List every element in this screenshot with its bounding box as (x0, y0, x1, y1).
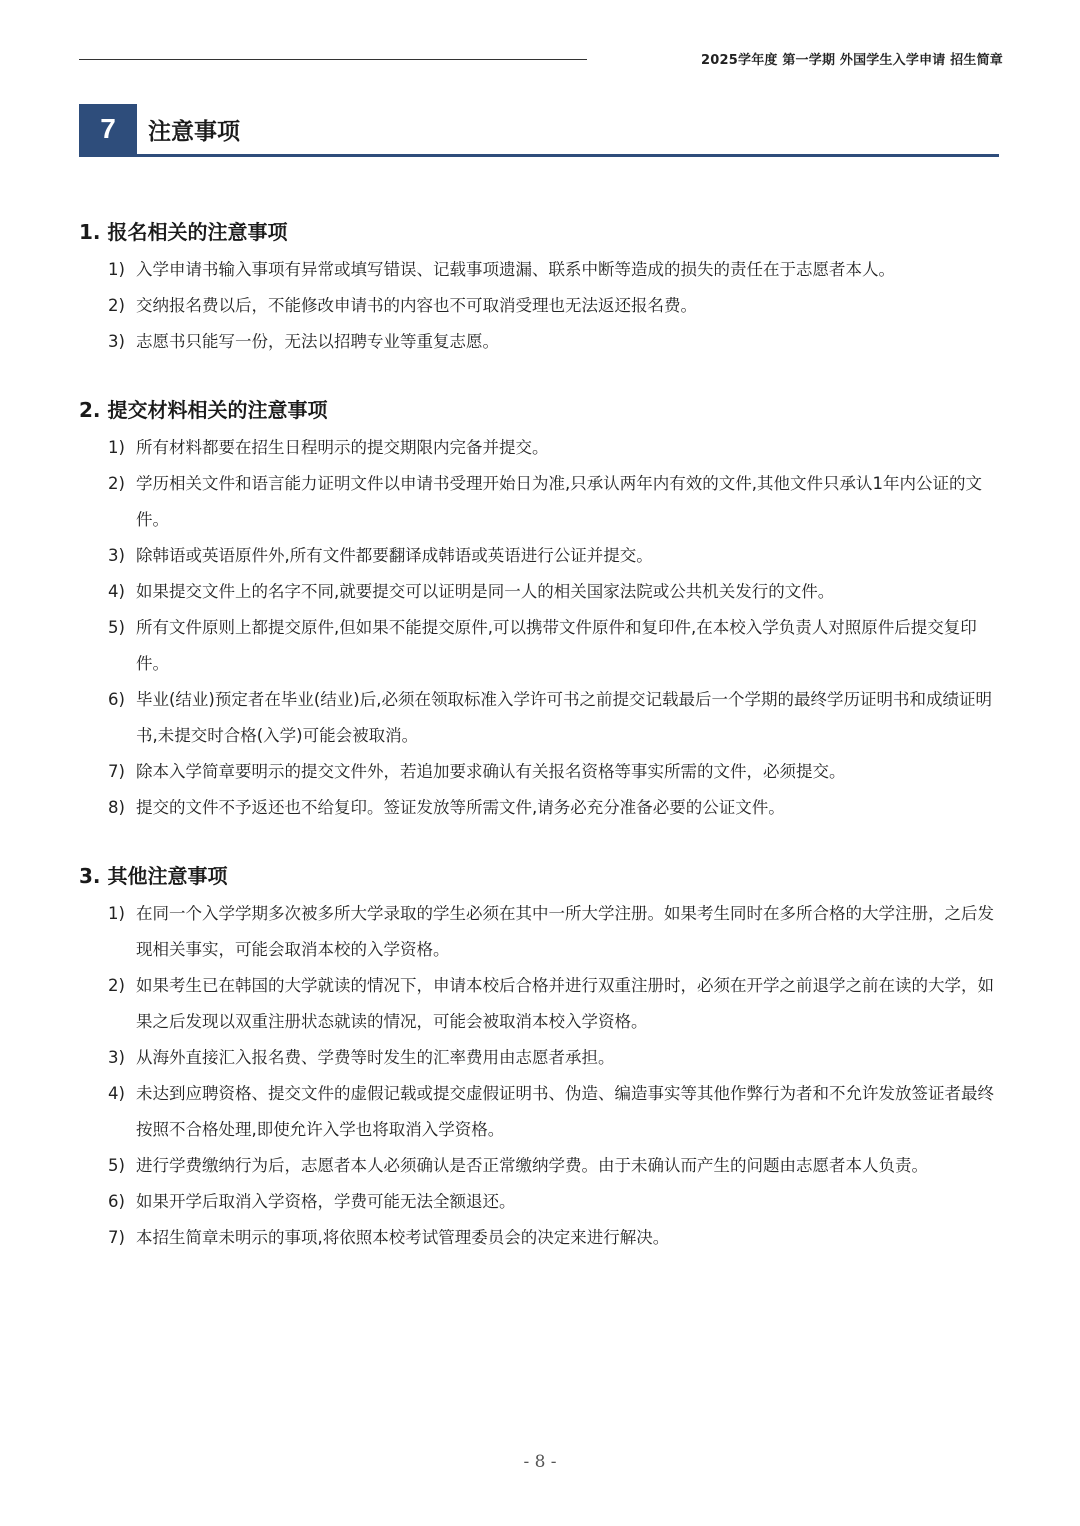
list-item (79, 968, 1007, 1040)
item-number: 8) (108, 798, 125, 817)
item-number: 2) (108, 296, 125, 315)
list-item (79, 574, 1007, 610)
list-item (79, 790, 1007, 826)
list-item (79, 1040, 1007, 1076)
list-item (79, 896, 1007, 968)
item-text: 志愿书只能写一份，无法以招聘专业等重复志愿。 (136, 332, 499, 351)
item-text: 如果提交文件上的名字不同,就要提交可以证明是同一人的相关国家法院或公共机关发行的文件。 (136, 582, 835, 601)
running-header: 2025学年度 第一学期 外国学生入学申请 招生简章 (701, 53, 1003, 68)
item-number: 2) (108, 474, 125, 493)
item-text: 学历相关文件和语言能力证明文件以申请书受理开始日为准,只承认两年内有效的文件,其他文件只承认1年内公证的文件。 (136, 474, 982, 529)
section-banner (79, 104, 999, 158)
item-number: 6) (108, 1192, 125, 1211)
subsection-heading: 2. 提交材料相关的注意事项 (79, 398, 328, 422)
item-text: 毕业(结业)预定者在毕业(结业)后,必须在领取标准入学许可书之前提交记载最后一个学期的最终学历证明书和成绩证明书,未提交时合格(入学)可能会被取消。 (136, 690, 992, 745)
item-number: 4) (108, 1084, 125, 1103)
list-item (79, 682, 1007, 754)
list-item (79, 1220, 1007, 1256)
list-item (79, 1148, 1007, 1184)
item-text: 交纳报名费以后，不能修改申请书的内容也不可取消受理也无法返还报名费。 (136, 296, 697, 315)
page-number: - 8 - (523, 1452, 557, 1472)
list-item (79, 1076, 1007, 1148)
item-text: 所有文件原则上都提交原件,但如果不能提交原件,可以携带文件原件和复印件,在本校入学负责人对照原件后提交复印件。 (136, 618, 977, 673)
item-number: 7) (108, 1228, 125, 1247)
item-list (79, 252, 1007, 360)
subsection-materials (79, 390, 1007, 826)
list-item (79, 754, 1007, 790)
notice-content (79, 212, 1007, 1256)
item-text: 如果考生已在韩国的大学就读的情况下，申请本校后合格并进行双重注册时，必须在开学之前退学之前在读的大学，如果之后发现以双重注册状态就读的情况，可能会被取消本校入学资格。 (136, 976, 994, 1031)
item-text: 所有材料都要在招生日程明示的提交期限内完备并提交。 (136, 438, 549, 457)
item-number: 3) (108, 332, 125, 351)
header-rule (79, 59, 587, 60)
item-text: 从海外直接汇入报名费、学费等时发生的汇率费用由志愿者承担。 (136, 1048, 615, 1067)
list-item (79, 1184, 1007, 1220)
subsection-registration (79, 212, 1007, 360)
item-number: 5) (108, 618, 125, 637)
item-number: 1) (108, 260, 125, 279)
list-item (79, 538, 1007, 574)
item-list (79, 896, 1007, 1256)
spacer (79, 360, 1007, 390)
item-number: 5) (108, 1156, 125, 1175)
section-title: 注意事项 (148, 119, 240, 145)
item-number: 4) (108, 582, 125, 601)
item-text: 进行学费缴纳行为后，志愿者本人必须确认是否正常缴纳学费。由于未确认而产生的问题由志愿者本人负责。 (136, 1156, 928, 1175)
list-item (79, 252, 1007, 288)
list-item (79, 288, 1007, 324)
item-number: 3) (108, 546, 125, 565)
section-number-badge: 7 (79, 104, 137, 154)
subsection-heading: 3. 其他注意事项 (79, 864, 228, 888)
item-text: 除韩语或英语原件外,所有文件都要翻译成韩语或英语进行公证并提交。 (136, 546, 653, 565)
section-underline (79, 154, 999, 157)
list-item (79, 430, 1007, 466)
subsection-other (79, 856, 1007, 1256)
item-text: 除本入学简章要明示的提交文件外，若追加要求确认有关报名资格等事实所需的文件，必须提交。 (136, 762, 846, 781)
item-text: 未达到应聘资格、提交文件的虚假记载或提交虚假证明书、伪造、编造事实等其他作弊行为者和不允许发放签证者最终按照不合格处理,即使允许入学也将取消入学资格。 (136, 1084, 994, 1139)
item-number: 7) (108, 762, 125, 781)
item-number: 6) (108, 690, 125, 709)
list-item (79, 324, 1007, 360)
item-number: 2) (108, 976, 125, 995)
item-text: 在同一个入学学期多次被多所大学录取的学生必须在其中一所大学注册。如果考生同时在多所合格的大学注册，之后发现相关事实，可能会取消本校的入学资格。 (136, 904, 994, 959)
item-text: 入学申请书输入事项有异常或填写错误、记载事项遗漏、联系中断等造成的损失的责任在于志愿者本人。 (136, 260, 895, 279)
subsection-heading: 1. 报名相关的注意事项 (79, 220, 288, 244)
list-item (79, 610, 1007, 682)
spacer (79, 826, 1007, 856)
item-text: 如果开学后取消入学资格，学费可能无法全额退还。 (136, 1192, 516, 1211)
list-item (79, 466, 1007, 538)
item-number: 1) (108, 904, 125, 923)
item-text: 本招生简章未明示的事项,将依照本校考试管理委员会的决定来进行解决。 (136, 1228, 670, 1247)
item-list (79, 430, 1007, 826)
item-number: 3) (108, 1048, 125, 1067)
item-number: 1) (108, 438, 125, 457)
item-text: 提交的文件不予返还也不给复印。签证发放等所需文件,请务必充分准备必要的公证文件。 (136, 798, 785, 817)
